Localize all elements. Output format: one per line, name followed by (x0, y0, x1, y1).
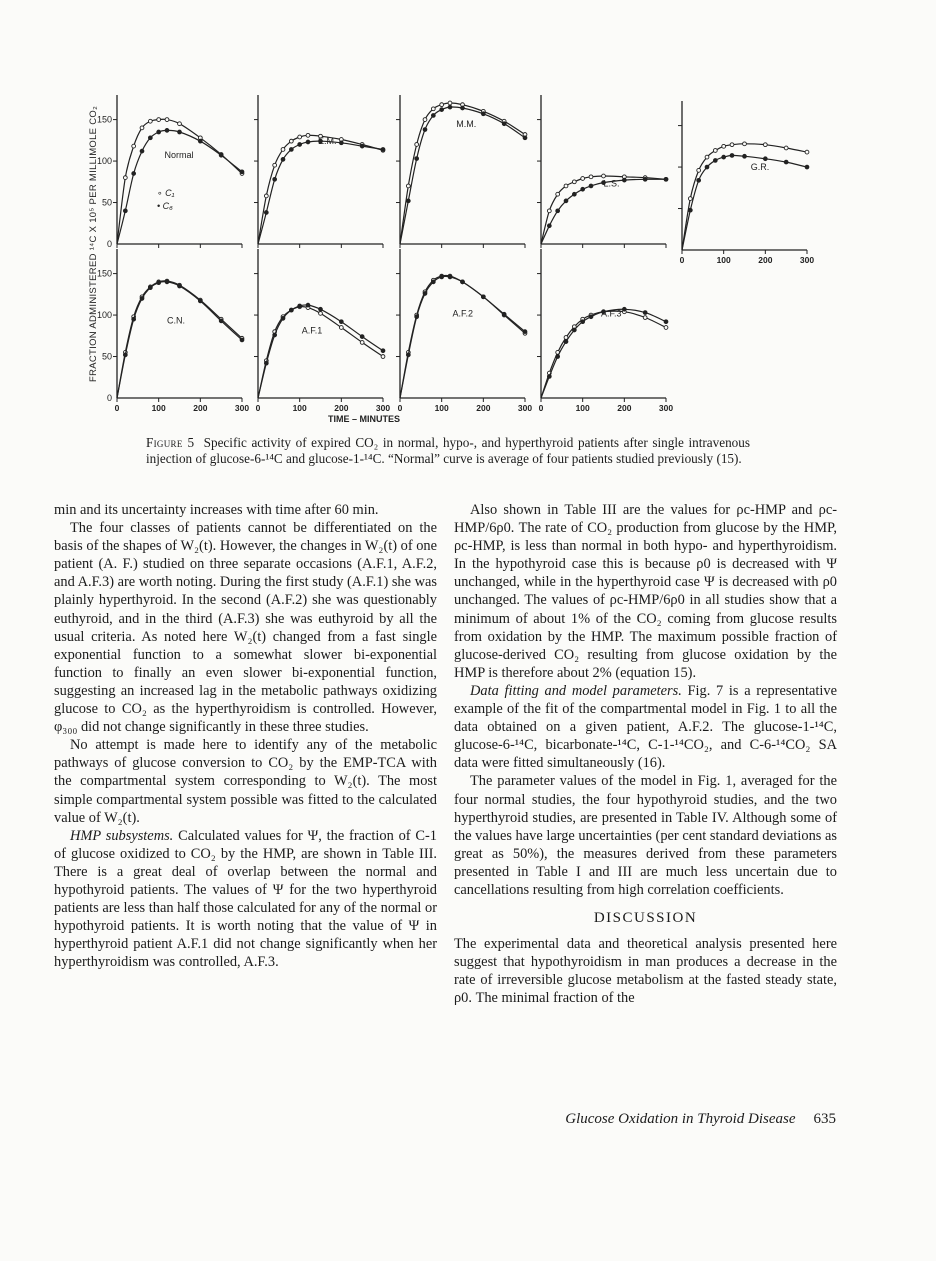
data-point-c6 (240, 338, 244, 342)
x-tick-label: 300 (234, 403, 250, 413)
paragraph: min and its uncertainty increases with time after 60 min. (54, 502, 379, 518)
data-point-c6 (165, 280, 169, 284)
x-tick-label: 0 (397, 403, 403, 413)
data-point-c6 (360, 335, 364, 339)
data-point-c1 (319, 312, 323, 316)
series-line-c6 (117, 130, 242, 244)
x-tick-label: 100 (716, 255, 731, 265)
data-point-c6 (502, 122, 506, 126)
panel-mm (396, 95, 527, 248)
data-point-c6 (148, 286, 152, 290)
y-tick-label: 50 (101, 351, 112, 362)
y-tick-label: 0 (106, 393, 112, 403)
panel-normal (97, 95, 244, 249)
panel-em (254, 95, 385, 248)
data-point-c1 (140, 126, 144, 130)
data-point-c6 (431, 114, 435, 118)
data-point-c6 (643, 177, 647, 181)
data-point-c1 (664, 326, 668, 330)
data-point-c1 (564, 184, 568, 188)
data-point-c6 (306, 140, 310, 144)
data-point-c6 (289, 148, 293, 152)
panel-cn (97, 249, 249, 413)
data-point-c6 (415, 157, 419, 161)
data-point-c6 (281, 316, 285, 320)
x-tick-label: 300 (658, 403, 674, 413)
data-point-c1 (805, 150, 809, 154)
panel-label: A.F.3 (601, 308, 622, 319)
data-point-c6 (440, 275, 444, 279)
data-point-c6 (481, 295, 485, 299)
x-tick-label: 200 (476, 403, 491, 413)
x-tick-label: 100 (434, 403, 449, 413)
data-point-c1 (381, 355, 385, 359)
data-point-c1 (763, 143, 767, 147)
data-point-c6 (461, 106, 465, 110)
series-line-c1 (541, 311, 666, 398)
data-point-c6 (298, 143, 302, 147)
panel-label: G.R. (750, 161, 770, 172)
discussion-heading: DISCUSSION (593, 910, 698, 927)
data-point-c6 (406, 199, 410, 203)
series-line-c1 (117, 119, 242, 244)
page-number: 635 (813, 1111, 836, 1127)
data-point-c6 (705, 165, 709, 169)
series-line-c6 (541, 309, 666, 398)
series-line-c6 (117, 282, 242, 398)
paragraph-text: Fig. 7 is a representative example of the fit of the compartmental model in Fig. 1 to all the data obtained on a given patient, A.F.2. The glucose-1-¹⁴C, glucose-6-¹⁴C, bicarbonate-¹⁴C, C-1-¹⁴CO₂, and C-6-¹⁴CO₂ SA data were fitted simultaneously (16). (454, 682, 837, 772)
data-point-c6 (281, 158, 285, 162)
data-point-c6 (219, 319, 223, 323)
data-point-c6 (523, 330, 527, 334)
data-point-c6 (157, 281, 161, 285)
x-tick-label: 100 (151, 403, 166, 413)
data-point-c6 (664, 177, 668, 181)
legend-c6: • C₆ (157, 201, 173, 211)
data-point-c1 (697, 168, 701, 172)
x-tick-label: 200 (617, 403, 632, 413)
data-point-c1 (264, 194, 268, 198)
data-point-c6 (298, 304, 302, 308)
panel-ls (537, 95, 668, 248)
data-point-c6 (581, 320, 585, 324)
figure-label: Figure 5 (146, 435, 195, 450)
data-point-c6 (589, 184, 593, 188)
data-point-c6 (523, 136, 527, 140)
data-point-c6 (198, 139, 202, 143)
y-tick-label: 150 (96, 114, 112, 125)
data-point-c1 (431, 107, 435, 111)
data-point-c6 (423, 292, 427, 296)
data-point-c6 (140, 149, 144, 153)
x-tick-label: 200 (193, 403, 208, 413)
data-point-c6 (722, 155, 726, 159)
x-tick-label: 0 (679, 255, 685, 265)
data-point-c6 (423, 128, 427, 132)
data-point-c6 (198, 299, 202, 303)
y-tick-label: 100 (96, 310, 112, 321)
data-point-c1 (784, 146, 788, 150)
y-tick-label: 50 (101, 197, 112, 208)
data-point-c6 (697, 178, 701, 182)
data-point-c1 (705, 155, 709, 159)
data-point-c6 (381, 349, 385, 353)
data-point-c6 (547, 375, 551, 379)
data-point-c1 (178, 122, 182, 126)
data-point-c6 (643, 311, 647, 315)
panel-label: C.N. (167, 315, 185, 326)
data-point-c6 (502, 312, 506, 316)
data-point-c1 (360, 341, 364, 345)
data-point-c6 (289, 308, 293, 312)
data-point-c6 (273, 333, 277, 337)
data-point-c6 (165, 128, 169, 132)
data-point-c1 (722, 144, 726, 148)
data-point-c1 (273, 163, 277, 167)
data-point-c6 (589, 315, 593, 319)
data-point-c6 (564, 199, 568, 203)
data-point-c1 (406, 184, 410, 188)
data-point-c6 (481, 112, 485, 116)
section-heading: Data fitting and model parameters. (470, 682, 682, 699)
panel-label: A.F.1 (301, 325, 323, 336)
data-point-c1 (547, 209, 551, 213)
data-point-c6 (264, 211, 268, 215)
series-line-c1 (682, 144, 807, 250)
panel-af1 (254, 249, 390, 413)
data-point-c1 (289, 139, 293, 143)
y-tick-label: 150 (96, 268, 112, 279)
x-tick-label: 200 (334, 403, 349, 413)
paragraph-text: Calculated values for Ψ, the fraction of C-1 of glucose oxidized to CO₂ by the HMP, are shown in Table III. There is a great deal of overlap between the normal and hypothyroid patients. The values of Ψ for the two hyperthyroid patients are less than half those calculated for any of the normal or hypothyroid patients. It is worth noting that the value of Ψ in hyperthyroid patient A.F.1 did not change significantly when her hyperthyroidism was controlled, A.F.3. (54, 827, 438, 971)
panel-af3 (537, 249, 673, 413)
data-point-c1 (448, 101, 452, 105)
series-line-c6 (258, 141, 383, 244)
section-heading: HMP subsystems. (70, 827, 174, 844)
paragraph: The four classes of patients cannot be differentiated on the basis of the shapes of W₂(t). However, the changes in W₂(t) of one patient (A. F.) studied on three separate occasions (A.F.1, A.F.2, and A.F.3) are worth noting. During the first study (A.F.1) she was plainly hyperthyroid. In the second (A.F.2) she was questionably euthyroid, and in the third (A.F.3) she was euthyroid by all the usual criteria. As noted here W₂(t) changed from a fast single exponential function to a somewhat slower bi-exponential function to finally an even slower bi-exponential function, suggesting an increased lag in the metabolic pathways oxidizing glucose to CO₂ as the hyperthyroidism is controlled. However, φ₃₀₀ did not change significantly in these three studies. (54, 520, 437, 736)
data-point-c1 (423, 118, 427, 122)
data-point-c6 (123, 353, 127, 357)
series-line-c1 (117, 281, 242, 398)
data-point-c6 (556, 355, 560, 359)
data-point-c1 (556, 192, 560, 196)
data-point-c6 (219, 153, 223, 157)
y-axis-label: FRACTION ADMINISTERED ¹⁴C X 10⁵ PER MILLIMOLE CO₂ (88, 105, 99, 382)
x-tick-label: 0 (538, 403, 544, 413)
data-point-c1 (581, 177, 585, 181)
data-point-c6 (622, 178, 626, 182)
data-point-c6 (572, 192, 576, 196)
data-point-c1 (132, 144, 136, 148)
data-point-c6 (406, 353, 410, 357)
x-tick-label: 100 (292, 403, 307, 413)
x-tick-label: 300 (799, 255, 815, 265)
data-point-c1 (415, 143, 419, 147)
right-column (454, 501, 837, 1008)
data-point-c6 (157, 130, 161, 134)
x-tick-label: 300 (517, 403, 533, 413)
caption-text: Specific activity of expired CO₂ in normal, hypo-, and hyperthyroid patients after single intravenous injection of glucose-6-¹⁴C and glucose-1-¹⁴C. “Normal” curve is average of four patients studied previously (15). (146, 435, 750, 466)
series-line-c1 (400, 275, 525, 398)
running-head (470, 1111, 836, 1128)
data-point-c6 (440, 108, 444, 112)
y-tick-label: 100 (96, 156, 112, 167)
series-line-c6 (258, 305, 383, 398)
data-point-c6 (564, 340, 568, 344)
data-point-c1 (165, 118, 169, 122)
data-point-c6 (622, 307, 626, 311)
data-point-c1 (730, 143, 734, 147)
legend-c1: ∘ C₁ (157, 188, 175, 198)
data-point-c6 (784, 160, 788, 164)
data-point-c1 (602, 174, 606, 178)
data-point-c1 (688, 197, 692, 201)
panel-label: L.S. (603, 178, 620, 189)
data-point-c6 (461, 280, 465, 284)
paragraph (454, 682, 837, 772)
data-point-c6 (319, 307, 323, 311)
data-point-c6 (805, 165, 809, 169)
data-point-c6 (360, 144, 364, 148)
panel-af2 (396, 249, 532, 413)
data-point-c1 (589, 175, 593, 179)
panel-gr (678, 101, 814, 265)
x-axis-label: TIME – MINUTES (328, 414, 401, 424)
paragraph: Also shown in Table III are the values for ρc-HMP and ρc-HMP/6ρ0. The rate of CO₂ production from glucose by the HMP, ρc-HMP, is less than normal in both hypo- and hyperthyroidism. In the hypothyroid case this is because ρ0 is decreased with Ψ unchanged, while in the hyperthyroid case Ψ is decreased with ρ0 unchanged. The values of ρc-HMP/6ρ0 in all studies show that a minimum of about 1% of the CO₂ coming from glucose results from oxidation by the HMP. The maximum possible fraction of glucose-derived CO₂ resulting from glucose oxidation by the HMP is therefore about 2% (equation 15). (454, 502, 837, 681)
data-point-c6 (743, 154, 747, 158)
paragraph: No attempt is made here to identify any of the metabolic pathways of glucose conversion to CO₂ by the EMP-TCA with the compartmental system corresponding to W₂(t). The most simple compartmental system possible was fitted to the calculated value of W₂(t). (54, 737, 437, 826)
data-point-c6 (431, 280, 435, 284)
data-point-c6 (339, 320, 343, 324)
data-point-c6 (415, 315, 419, 319)
data-point-c1 (281, 148, 285, 152)
panel-label: A.F.2 (452, 308, 474, 319)
y-tick-label: 0 (106, 239, 112, 249)
series-line-c1 (258, 135, 383, 244)
panel-label: M.M. (456, 119, 477, 130)
data-point-c6 (572, 328, 576, 332)
data-point-c6 (273, 177, 277, 181)
data-point-c6 (381, 148, 385, 152)
series-line-c6 (400, 276, 525, 398)
data-point-c1 (306, 133, 310, 137)
x-tick-label: 300 (375, 403, 391, 413)
data-point-c1 (123, 176, 127, 180)
left-column (54, 501, 437, 971)
x-tick-label: 100 (575, 403, 590, 413)
data-point-c6 (547, 224, 551, 228)
running-title: Glucose Oxidation in Thyroid Disease (565, 1111, 796, 1127)
data-point-c6 (730, 154, 734, 158)
data-point-c6 (448, 275, 452, 279)
paragraph: The parameter values of the model in Fig. 1, averaged for the four normal studies, the four hypothyroid studies, and the two hyperthyroid studies, are presented in Table IV. Although some of the values have large uncertainties (per cent standard deviations as great as 50%), the measures derived from these parameters presented in Table I and III are much less uncertain due to cancellations resulting from high correlation coefficients. (454, 773, 837, 898)
data-point-c1 (643, 316, 647, 320)
data-point-c6 (178, 130, 182, 134)
data-point-c6 (148, 136, 152, 140)
data-point-c6 (140, 297, 144, 301)
data-point-c1 (713, 149, 717, 153)
x-tick-label: 200 (758, 255, 773, 265)
series-line-c1 (258, 307, 383, 398)
data-point-c6 (123, 209, 127, 213)
figure-5 (0, 0, 936, 430)
data-point-c6 (713, 159, 717, 163)
data-point-c6 (178, 284, 182, 288)
data-point-c1 (440, 103, 444, 107)
data-point-c6 (556, 209, 560, 213)
data-point-c1 (148, 119, 152, 123)
data-point-c6 (264, 361, 268, 365)
data-point-c1 (339, 326, 343, 330)
x-tick-label: 0 (255, 403, 261, 413)
paragraph (54, 827, 437, 972)
data-point-c6 (763, 157, 767, 161)
paragraph: The experimental data and theoretical analysis presented here suggest that hypothyroidism in man produces a decrease in the rate of irreversible glucose metabolism at the fasted steady state, ρ0. The minimal fraction of the (454, 936, 837, 1007)
data-point-c6 (448, 105, 452, 109)
x-tick-label: 0 (114, 403, 120, 413)
data-point-c6 (664, 320, 668, 324)
panel-label: Normal (164, 150, 194, 161)
figure-caption (146, 435, 750, 466)
data-point-c6 (339, 141, 343, 145)
data-point-c1 (157, 118, 161, 122)
data-point-c6 (581, 187, 585, 191)
data-point-c6 (306, 303, 310, 307)
data-point-c1 (743, 142, 747, 146)
data-point-c6 (240, 170, 244, 174)
data-point-c1 (572, 180, 576, 184)
data-point-c1 (298, 135, 302, 139)
panel-label: E.M. (318, 136, 337, 147)
data-point-c6 (688, 208, 692, 212)
data-point-c6 (132, 172, 136, 176)
data-point-c6 (132, 317, 136, 321)
